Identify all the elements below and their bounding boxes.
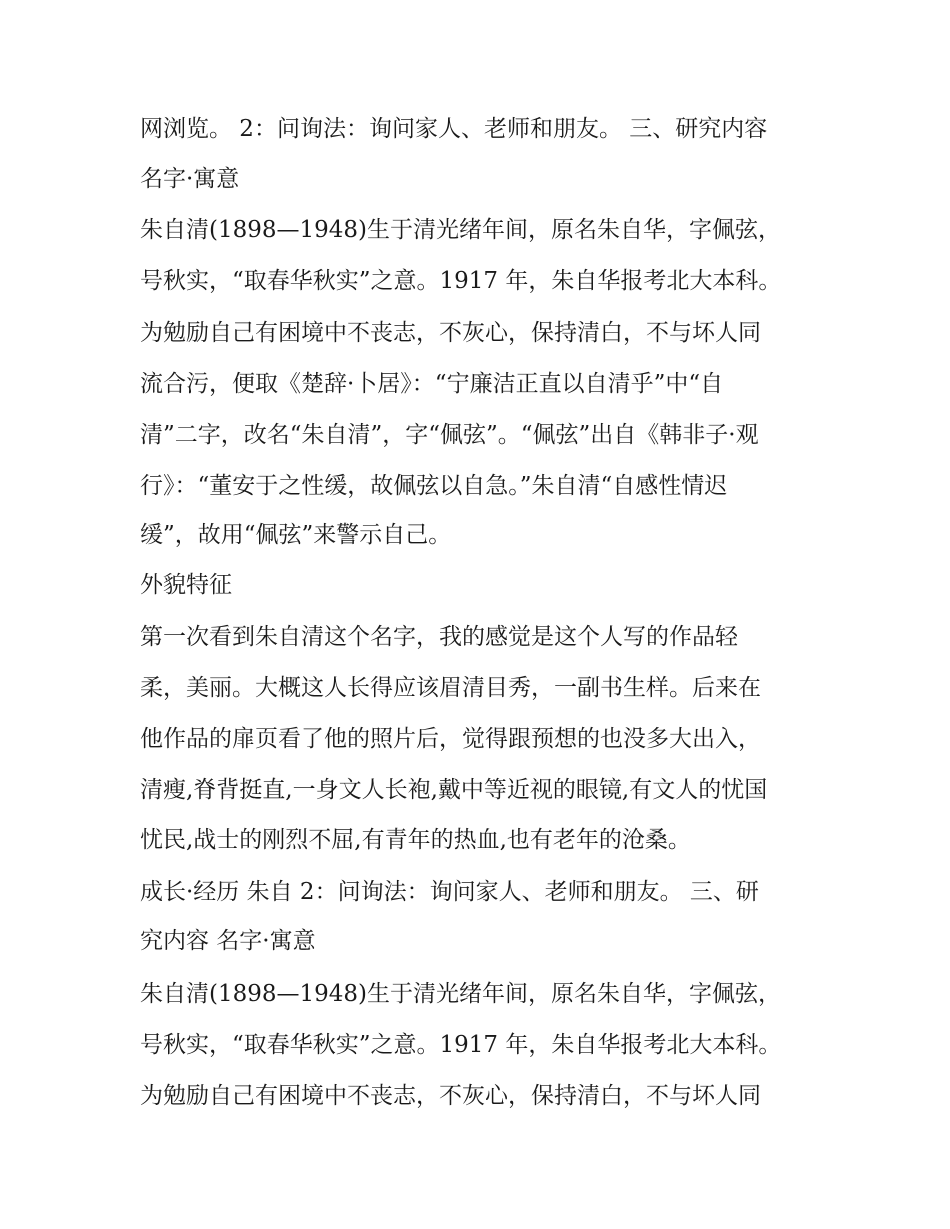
text-line: 清”二字，改名“朱自清”，字“佩弦”。“佩弦”出自《韩非子·观 [140,422,759,448]
text-line: 第一次看到朱自清这个名字，我的感觉是这个人写的作品轻 [140,624,738,650]
section-heading-name-meaning: 名字·寓意 [140,166,240,192]
text-line: 朱自清(1898—1948)生于清光绪年间，原名朱自华，字佩弦， [140,981,782,1007]
text-line: 忧民,战士的刚烈不屈,有青年的热血,也有老年的沧桑。 [140,827,691,853]
text-line: 清瘦,脊背挺直,一身文人长袍,戴中等近视的眼镜,有文人的忧国 [140,777,768,803]
text-line: 号秋实，“取春华秋实”之意。1917 年，朱自华报考北大本科。 [140,268,782,294]
text-line: 他作品的扉页看了他的照片后，觉得跟预想的也没多大出入， [140,726,761,752]
section-heading-growth: 成长·经历 朱自 2：问询法：询问家人、老师和朋友。 三、研 [140,879,759,905]
text-line: 为勉励自己有困境中不丧志，不灰心，保持清白，不与坏人同 [140,1083,761,1109]
text-line: 朱自清(1898—1948)生于清光绪年间，原名朱自华，字佩弦， [140,217,782,243]
section-heading-appearance: 外貌特征 [140,572,232,598]
text-line: 柔，美丽。大概这人长得应该眉清目秀，一副书生样。后来在 [140,675,761,701]
text-line: 究内容 名字·寓意 [140,928,316,954]
text-line: 缓”，故用“佩弦”来警示自己。 [140,522,452,548]
text-line: 号秋实，“取春华秋实”之意。1917 年，朱自华报考北大本科。 [140,1032,782,1058]
text-line: 为勉励自己有困境中不丧志，不灰心，保持清白，不与坏人同 [140,320,761,346]
text-line: 网浏览。 2：问询法：询问家人、老师和朋友。 三、研究内容 [140,116,768,142]
text-line: 流合污，便取《楚辞·卜居》：“宁廉洁正直以自清乎”中“自 [140,371,724,397]
text-line: 行》：“董安于之性缓，故佩弦以自急。”朱自清“自感性情迟 [140,473,728,499]
